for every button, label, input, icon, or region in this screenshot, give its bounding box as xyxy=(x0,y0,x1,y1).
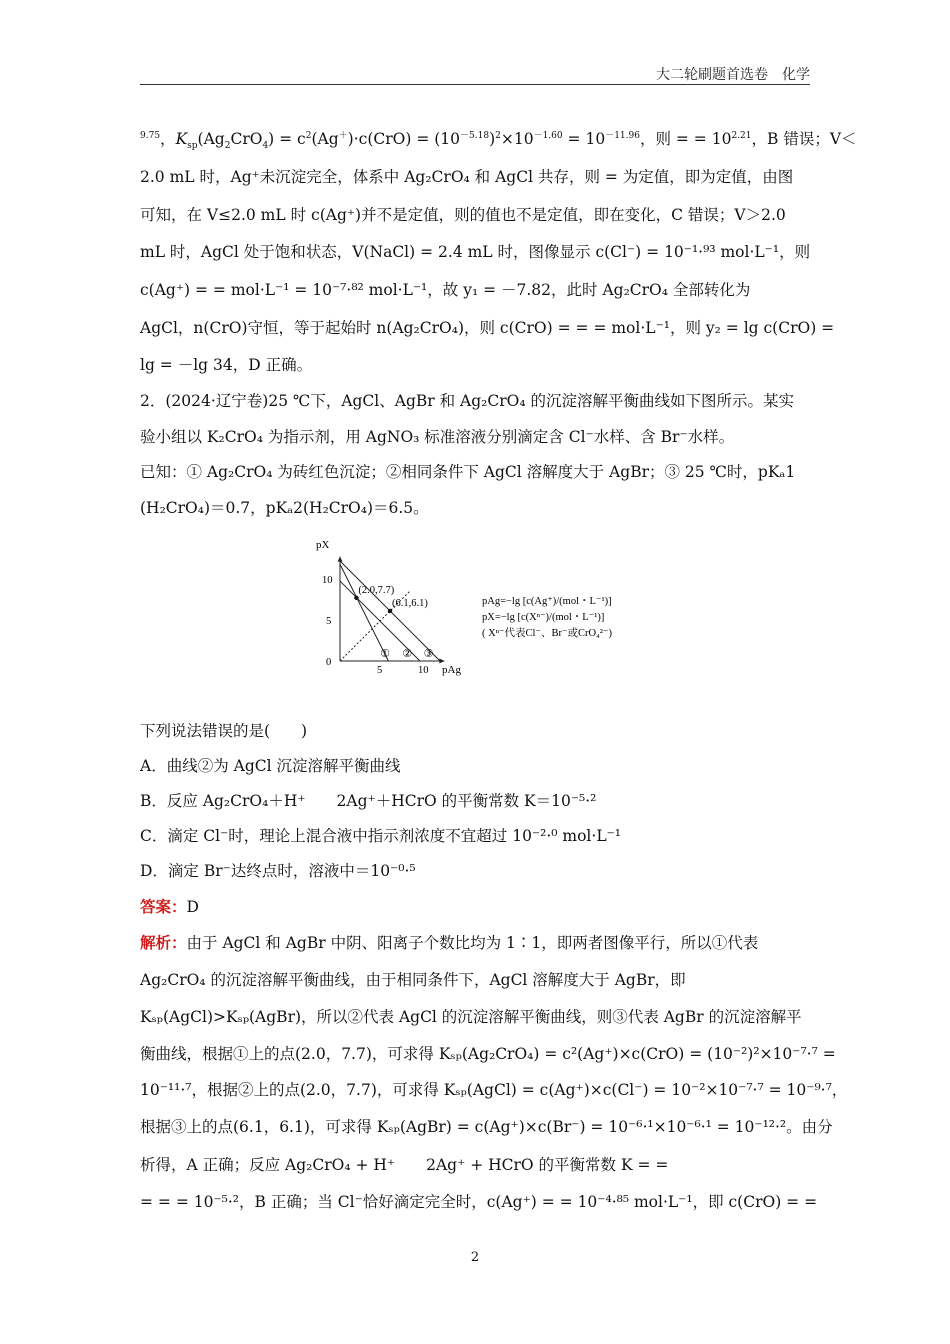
option-c: C．滴定 Cl⁻时，理论上混合液中指示剂浓度不宜超过 10⁻²·⁰ mol·L⁻¹ xyxy=(140,827,622,845)
y-tick-label: 0 xyxy=(326,657,332,668)
page-number: 2 xyxy=(470,1250,480,1265)
analysis-label: 解析： xyxy=(140,933,187,952)
solution-line-4: mL 时，AgCl 处于饱和状态，V(NaCl) = 2.4 mL 时，图像显示 c(Cl⁻) = 10⁻¹·⁹³ mol·L⁻¹，则 xyxy=(140,243,811,261)
analysis-line-3: Kₛₚ(AgCl)>Kₛₚ(AgBr)，所以②代表 AgCl 的沉淀溶解平衡曲线，则③代表 AgBr 的沉淀溶解平 xyxy=(140,1008,802,1026)
solution-line-7: lg = －lg 34，D 正确。 xyxy=(140,356,313,374)
x-axis-label: pAg xyxy=(442,664,461,676)
analysis-line-6: 根据③上的点(6.1，6.1)，可求得 Kₛₚ(AgBr) = c(Ag⁺)×c(Br⁻) = 10⁻⁶·¹×10⁻⁶·¹ = 10⁻¹²·²。由分 xyxy=(140,1118,833,1136)
analysis-line-2: Ag₂CrO₄ 的沉淀溶解平衡曲线，由于相同条件下，AgCl 溶解度大于 AgBr，即 xyxy=(140,971,686,989)
solubility-chart xyxy=(312,536,652,686)
curve-label-1: ① xyxy=(380,648,391,660)
question-2-line-2: 验小组以 K₂CrO₄ 为指示剂，用 AgNO₃ 标准溶液分别滴定含 Cl⁻水样、含 Br⁻水样。 xyxy=(140,428,735,446)
series-line-1 xyxy=(340,564,391,661)
y-tick-label: 5 xyxy=(326,616,332,627)
analysis-line-7: 析得，A 正确；反应 Ag₂CrO₄ + H⁺ 2Ag⁺ + HCrO 的平衡常数 K = = xyxy=(140,1156,669,1174)
question-2-line-1: 2．(2024·辽宁卷)25 ℃下，AgCl、AgBr 和 Ag₂CrO₄ 的沉淀溶解平衡曲线如下图所示。某实 xyxy=(140,392,794,410)
y-tick-label: 10 xyxy=(322,575,333,586)
data-point-label-1: (2.0,7.7) xyxy=(358,584,395,596)
curve-label-3: ③ xyxy=(423,648,434,660)
x-tick-label: 5 xyxy=(377,665,383,676)
analysis-line-4: 衡曲线，根据①上的点(2.0，7.7)，可求得 Kₛₚ(Ag₂CrO₄) = c²(Ag⁺)×c(CrO) = (10⁻²)²×10⁻⁷·⁷ = xyxy=(140,1045,836,1063)
page-header: 大二轮刷题首选卷 化学 xyxy=(656,67,810,83)
answer-value: D xyxy=(186,898,199,916)
option-d: D．滴定 Br⁻达终点时，溶液中＝10⁻⁰·⁵ xyxy=(140,862,416,880)
data-point-label-2: (6.1,6.1) xyxy=(392,597,428,609)
option-a: A．曲线②为 AgCl 沉淀溶解平衡曲线 xyxy=(140,757,401,775)
option-b: B．反应 Ag₂CrO₄＋H⁺ 2Ag⁺＋HCrO 的平衡常数 K＝10⁻⁵·² xyxy=(140,792,597,810)
legend-line-3: ( Xⁿ⁻代表Cl⁻、Br⁻或CrO₄²⁻) xyxy=(482,628,612,639)
legend-line-1: pAg=−lg [c(Ag⁺)/(mol・L⁻¹)] xyxy=(482,596,612,607)
answer-line xyxy=(140,895,810,917)
solution-line-3: 可知，在 V≤2.0 mL 时 c(Ag⁺)并不是定值，则的值也不是定值，即在变化，C 错误；V＞2.0 xyxy=(140,206,786,224)
solution-line-1: $^{9.75}$，$K_{sp}(Ag_2CrO_4) = c^2(Ag^+)\cdot c(CrO) = (10^{-5.18})^2\times 10^{-1.60} = 10^{-11.96}$，则 = = $10^{2.21}$，B 错误；V＜ xyxy=(140,130,857,152)
analysis-line-5: 10⁻¹¹·⁷，根据②上的点(2.0，7.7)，可求得 Kₛₚ(AgCl) = c(Ag⁺)×c(Cl⁻) = 10⁻²×10⁻⁷·⁷ = 10⁻⁹·⁷， xyxy=(140,1081,848,1099)
x-tick-label: 10 xyxy=(418,665,429,676)
y-axis-label: pX xyxy=(316,539,330,551)
legend-line-2: pX=−lg [c(Xⁿ⁻)/(mol・L⁻¹)] xyxy=(482,612,605,623)
question-2-line-4: (H₂CrO₄)＝0.7，pKₐ2(H₂CrO₄)＝6.5。 xyxy=(140,499,429,517)
analysis-line-8: = = = 10⁻⁵·²，B 正确；当 Cl⁻恰好滴定完全时，c(Ag⁺) = = 10⁻⁴·⁸⁵ mol·L⁻¹，即 c(CrO) = = xyxy=(140,1193,818,1211)
data-point-2 xyxy=(388,609,392,613)
curve-label-2: ② xyxy=(402,648,413,660)
x-axis-arrow xyxy=(439,659,444,664)
question-stem: 下列说法错误的是( ) xyxy=(140,722,308,740)
data-point-1 xyxy=(354,596,358,600)
solution-line-5: c(Ag⁺) = = mol·L⁻¹ = 10⁻⁷·⁸² mol·L⁻¹，故 y₁ = －7.82，此时 Ag₂CrO₄ 全部转化为 xyxy=(140,281,751,299)
header-rule xyxy=(140,84,810,85)
plot-area xyxy=(322,557,444,676)
solution-line-6: AgCl，n(CrO)守恒，等于起始时 n(Ag₂CrO₄)，则 c(CrO) = = = mol·L⁻¹，则 y₂ = lg c(CrO) = xyxy=(140,319,835,337)
answer-label: 答案： xyxy=(140,897,187,916)
y-axis-arrow xyxy=(338,557,343,562)
question-2-line-3: 已知：① Ag₂CrO₄ 为砖红色沉淀；②相同条件下 AgCl 溶解度大于 AgBr；③ 25 ℃时，pKₐ1 xyxy=(140,463,796,481)
solution-line-2: 2.0 mL 时，Ag⁺未沉淀完全，体系中 Ag₂CrO₄ 和 AgCl 共存，则 = 为定值，即为定值，由图 xyxy=(140,168,794,186)
analysis-line-1: 解析：由于 AgCl 和 AgBr 中阴、阳离子个数比均为 1∶1，即两者图像平行，所以①代表 xyxy=(140,933,759,952)
